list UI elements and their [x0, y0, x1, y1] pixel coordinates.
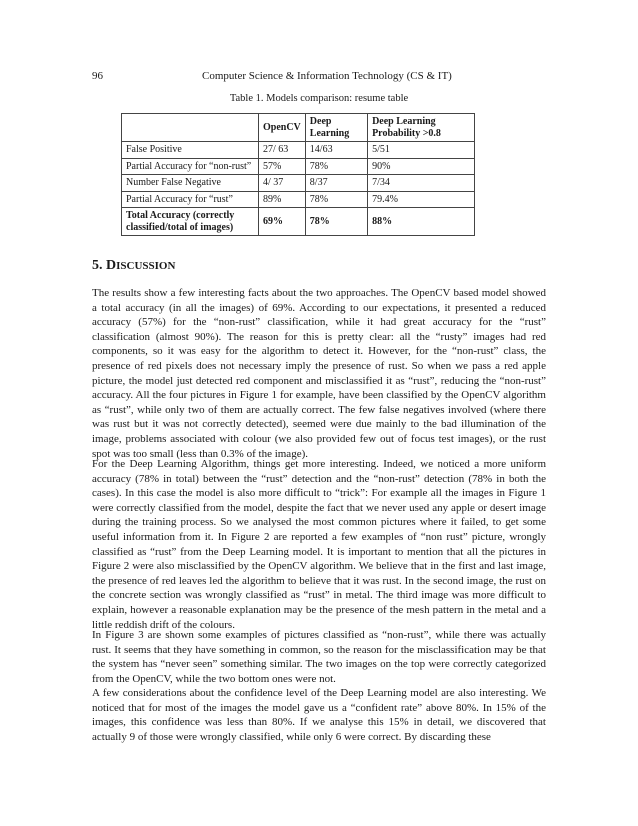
paragraph: In Figure 3 are shown some examples of pictures classified as “non-rust”, while there was actually rust. It seems that they have something in common, so the reason for the misclassification may be that the system has “never seen” something similar. The two images on the top were correctly categorized from the OpenCV, while the two bottom ones were not.: [92, 629, 546, 685]
table-row: [122, 158, 475, 175]
table-cell: 57%: [259, 158, 306, 175]
table-cell: Partial Accuracy for “rust”: [122, 191, 259, 208]
table-caption: Table 1. Models comparison: resume table: [229, 93, 409, 104]
section-title-initial: D: [106, 258, 117, 273]
paragraph: The results show a few interesting facts about the two approaches. The OpenCV based model showed a total accuracy (in all the images) of 69%. According to our expectations, it presented a reduced accuracy (57%) for the “non-rust” classification, while it had great accuracy for the “rust” classification (almost 90%). The reason for this is pretty clear: all the “rusty” images had red components, so it was easy for the algorithm to detect it. However, for the “non-rust” class, the presence of red pixels does not necessary imply the presence of rust. So when we pass a red apple picture, the model just detected red component and misclassified it as “rust”, reducing the “non-rust” accuracy. All the four pictures in Figure 1 for example, have been classified by the OpenCV algorithm as “rust”, while only two of them are actually correct. The few false negatives involved (where there was rust but it was not correctly detected), seemed were due mainly to the bad illumination of the image, problems associated with colour (we also provided few out of focus test images), or the rust spot was too small (less than 0.3% of the image).: [92, 287, 546, 460]
table-cell: 8/37: [305, 175, 367, 192]
table-cell: Partial Accuracy for “non-rust”: [122, 158, 259, 175]
table-cell: 88%: [368, 208, 475, 236]
table-cell: 5/51: [368, 142, 475, 159]
table-row: [122, 142, 475, 159]
table-header-cell: Deep Learning: [305, 114, 367, 142]
table-cell: 78%: [305, 208, 367, 236]
section-heading: [92, 258, 175, 274]
table-cell: 7/34: [368, 175, 475, 192]
table-cell: 14/63: [305, 142, 367, 159]
table-row: [122, 191, 475, 208]
table-cell: 27/ 63: [259, 142, 306, 159]
table-header-row: [122, 114, 475, 142]
table-cell: 79.4%: [368, 191, 475, 208]
table-row-total: [122, 208, 475, 236]
section-title-rest: ISCUSSION: [116, 260, 176, 272]
table-cell: 69%: [259, 208, 306, 236]
table-cell: 78%: [305, 158, 367, 175]
page-number: 96: [92, 70, 103, 82]
models-comparison-table: [121, 113, 475, 236]
paragraph: For the Deep Learning Algorithm, things get more interesting. Indeed, we noticed a more uniform accuracy (78% in total) between the “rust” detection and the “non-rust” detection (78% in both the cases). In this case the model is also more difficult to “trick”: For example all the images in Figure 1 were correctly classified from the model, despite the fact that we never used any apple or desert image during the training process. So we analysed the most common pictures where it failed, to get some useful information from it. In Figure 2 are reported a few examples of “non rust” picture, wrongly classified as “rust” from the Deep Learning model. It is important to mention that all the pictures in Figure 2 were also misclassified by the OpenCV algorithm. We believe that in the first and last image, the presence of red leaves led the algorithm to believe that it was rust. In the second image, the rust on the concrete section was wrongly classified as “rust” in metal. The third image was more difficult to explain, however a reasonable explanation may be the presence of the mesh pattern in the metal and a little reddish drift of the colours.: [92, 458, 546, 631]
section-number: 5.: [92, 258, 103, 273]
running-title: Computer Science & Information Technology (CS & IT): [202, 70, 452, 82]
table-cell: Number False Negative: [122, 175, 259, 192]
table-cell: 90%: [368, 158, 475, 175]
table-cell: 4/ 37: [259, 175, 306, 192]
table-header-cell: OpenCV: [259, 114, 306, 142]
table-row: [122, 175, 475, 192]
paragraph: A few considerations about the confidence level of the Deep Learning model are also interesting. We noticed that for most of the images the model gave us a “confident rate” above 80%. In 15% of the images, this confidence was less than 80%. If we analyse this 15% in detail, we discovered that actually 9 of those were wrongly classified, while only 6 were correct. By discarding these: [92, 687, 546, 743]
table-cell: 89%: [259, 191, 306, 208]
table-header-cell: Deep Learning Probability >0.8: [368, 114, 475, 142]
table-cell: False Positive: [122, 142, 259, 159]
table-cell: Total Accuracy (correctly classified/total of images): [122, 208, 259, 236]
table-header-cell: [122, 114, 259, 142]
table-cell: 78%: [305, 191, 367, 208]
